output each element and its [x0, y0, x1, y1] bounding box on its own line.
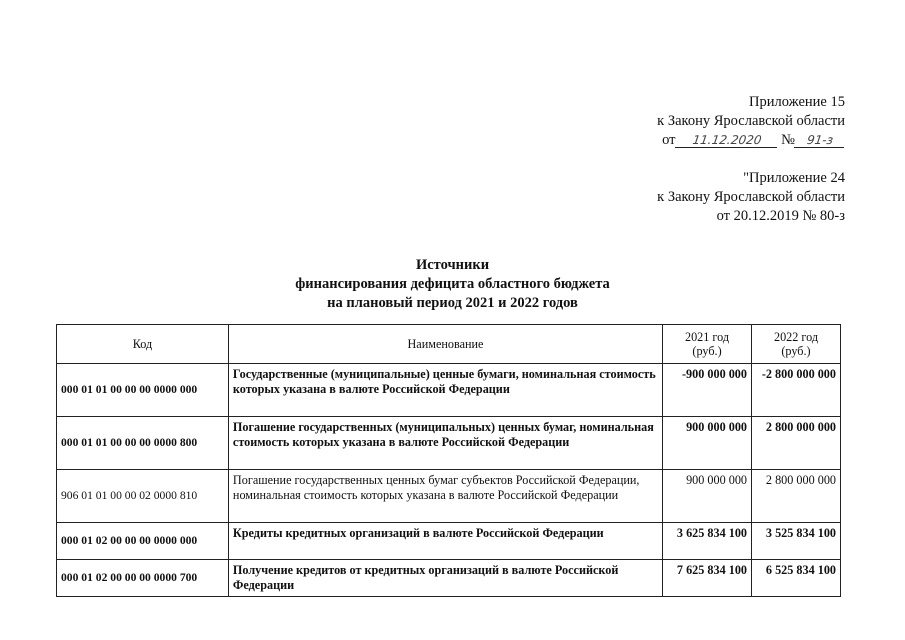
table-row [57, 560, 841, 597]
date-prefix: от [662, 132, 676, 148]
title-line-3: на плановый период 2021 и 2022 годов [327, 295, 578, 311]
table-row [57, 470, 841, 523]
appendix-header [657, 93, 845, 150]
row-code: 000 01 02 00 00 00 0000 000 [57, 523, 229, 560]
appendix-law: к Закону Ярославской области [657, 113, 845, 129]
row-2022: 6 525 834 100 [752, 560, 841, 597]
handwritten-number: 91-з [794, 133, 846, 148]
document-title [0, 256, 905, 313]
row-2022: 2 800 000 000 [752, 417, 841, 470]
header-name: Наименование [228, 325, 662, 364]
row-2022: -2 800 000 000 [752, 364, 841, 417]
table-row [57, 364, 841, 417]
row-name: Погашение государственных ценных бумаг субъектов Российской Федерации, номинальная стоимость которых указана в валюте Российской Федерации [228, 470, 662, 523]
row-name: Получение кредитов от кредитных организаций в валюте Российской Федерации [228, 560, 662, 597]
table-row [57, 523, 841, 560]
header-2022: 2022 год (руб.) [752, 325, 841, 364]
title-line-2: финансирования дефицита областного бюджета [295, 276, 610, 292]
row-2022: 2 800 000 000 [752, 470, 841, 523]
row-code: 000 01 01 00 00 00 0000 800 [57, 417, 229, 470]
header-code: Код [57, 325, 229, 364]
row-name: Погашение государственных (муниципальных) ценных бумаг, номинальная стоимость которых указана в валюте Российской Федерации [228, 417, 662, 470]
row-2022: 3 525 834 100 [752, 523, 841, 560]
financing-sources-table [56, 324, 841, 597]
previous-appendix-header [657, 169, 845, 226]
row-2021: -900 000 000 [663, 364, 752, 417]
row-code: 906 01 01 00 00 02 0000 810 [57, 470, 229, 523]
row-name: Кредиты кредитных организаций в валюте Российской Федерации [228, 523, 662, 560]
appendix-number: Приложение 15 [749, 94, 845, 110]
row-2021: 3 625 834 100 [663, 523, 752, 560]
prev-appendix-law: к Закону Ярославской области [657, 189, 845, 205]
prev-appendix-number: "Приложение 24 [743, 170, 845, 186]
row-2021: 7 625 834 100 [663, 560, 752, 597]
appendix-date-line [657, 131, 845, 150]
table-row [57, 417, 841, 470]
table-header-row [57, 325, 841, 364]
title-line-1: Источники [415, 257, 490, 273]
row-name: Государственные (муниципальные) ценные бумаги, номинальная стоимость которых указана в валюте Российской Федерации [228, 364, 662, 417]
prev-appendix-date: от 20.12.2019 № 80-з [716, 208, 845, 224]
row-code: 000 01 01 00 00 00 0000 000 [57, 364, 229, 417]
header-2021: 2021 год (руб.) [663, 325, 752, 364]
handwritten-date: 11.12.2020 [674, 133, 778, 148]
row-2021: 900 000 000 [663, 470, 752, 523]
number-sign: № [781, 132, 795, 148]
row-2021: 900 000 000 [663, 417, 752, 470]
row-code: 000 01 02 00 00 00 0000 700 [57, 560, 229, 597]
